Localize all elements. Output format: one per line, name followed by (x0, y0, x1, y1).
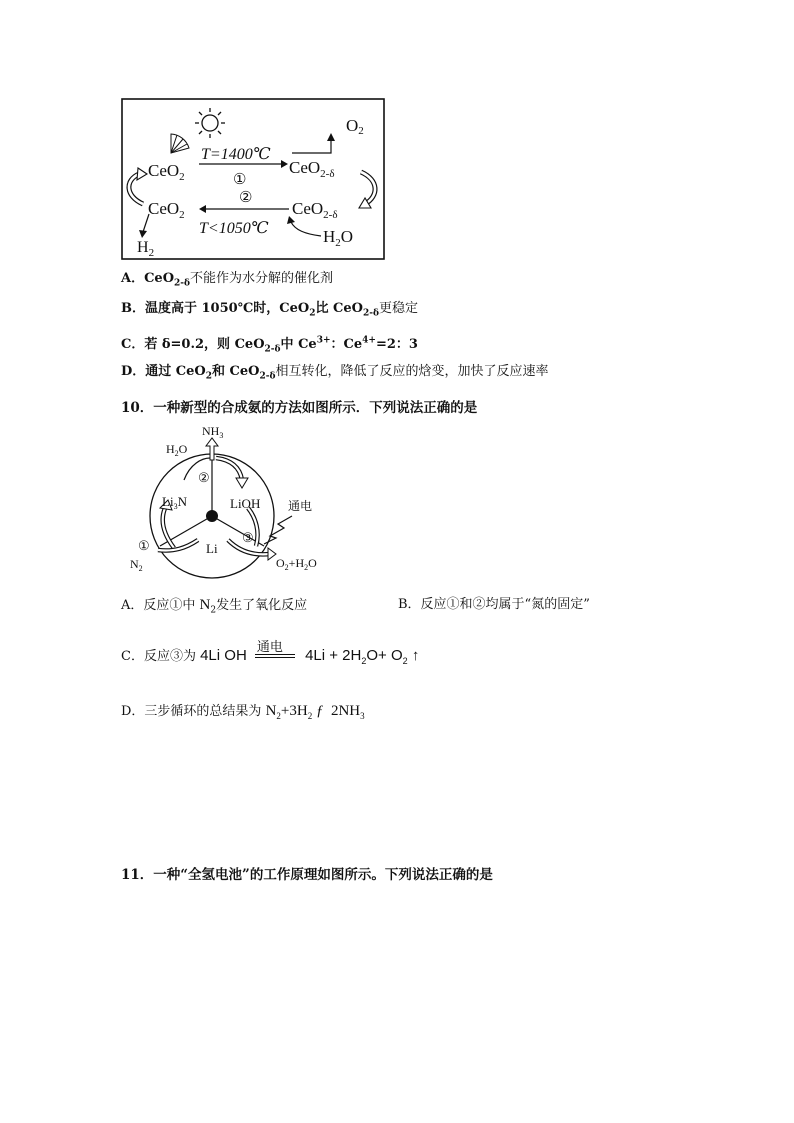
ceo2-cycle-diagram (121, 98, 385, 260)
q10-option-c[interactable]: C．反应③为 4Li OH 通电 $4Li + 2H_2O+ O_2$ ↑ (121, 648, 419, 669)
q11-stem: 11．一种“全氢电池”的工作原理如图所示。下列说法正确的是 (121, 867, 493, 883)
o2-label: O2 (346, 116, 364, 137)
temp-high-label: T=1400℃ (201, 146, 271, 163)
q9-option-a[interactable]: A．CeO$_{2-\delta}$不能作为水分解的催化剂 (121, 271, 334, 289)
step-1-label: ① (233, 172, 247, 188)
ceo2-cycle-figure (121, 98, 385, 260)
center-dot (206, 510, 218, 522)
q10-option-a[interactable]: A．反应①中 $N_2$发生了氧化反应 (121, 597, 308, 616)
ceo2-bottom-left: CeO$_2$ (148, 199, 185, 221)
forward-arrow-head (281, 160, 288, 168)
li3n-label: $Li_3N$ (162, 494, 187, 511)
ammonia-cycle-diagram (124, 420, 334, 584)
q10-option-b[interactable]: B．反应①和②均属于“氮的固定” (398, 597, 590, 612)
step-3-label: ③ (242, 530, 254, 545)
lioh-label: LiOH (230, 496, 261, 511)
n2-label: $N_2$ (130, 557, 143, 573)
temp-low-label: T<1050℃ (199, 220, 269, 237)
nh3-label: $NH_3$ (202, 424, 224, 440)
electricity-icon (264, 516, 292, 544)
ceo2-delta-top: CeO$_{2-\delta}$ (289, 158, 335, 180)
solar-concentrator-icon (171, 134, 189, 153)
h2-label: $H_2$ (137, 239, 155, 259)
ceo2-top-left: CeO$_2$ (148, 161, 185, 183)
li-label: Li (206, 541, 218, 556)
q9-option-d[interactable]: D．通过 CeO$_2$和 CeO$_{2-\delta}$相互转化，降低了反应的焓变，加快了反应速率 (121, 364, 549, 382)
h2o-label: $H_2O$ (323, 227, 354, 249)
o2-h2o-label: $O_2+H_2O$ (276, 556, 317, 572)
h2o-label: $H_2O$ (166, 442, 188, 458)
h2o-input-arrow (291, 222, 321, 236)
backward-arrow-head (199, 205, 206, 213)
o2-release-arrow (292, 140, 331, 153)
q9-option-c[interactable]: C．若 δ=0.2，则 CeO$_{2-\delta}$中 $Ce^{3+}$：$Ce^{4+}=2$：3 (121, 336, 418, 355)
q9-option-b[interactable]: B．温度高于 1050℃时，CeO$_2$比 CeO$_{2-\delta}$更稳定 (121, 301, 418, 319)
ammonia-cycle-figure (124, 420, 334, 584)
step-2-label: ② (239, 190, 253, 206)
step-2-label: ② (198, 470, 210, 485)
electrolysis-label: 通电 (288, 499, 313, 513)
ceo2-delta-bottom: CeO$_{2-\delta}$ (292, 199, 338, 221)
q10-stem: 10．一种新型的合成氨的方法如图所示．下列说法正确的是 (121, 400, 478, 416)
sun-icon (195, 108, 225, 138)
q10-option-d[interactable]: D．三步循环的总结果为 $N_2+3H_2$ ƒ $2NH_3$ (121, 703, 365, 721)
step-1-label: ① (138, 538, 150, 553)
electrolysis-condition: 通电 (255, 653, 297, 669)
